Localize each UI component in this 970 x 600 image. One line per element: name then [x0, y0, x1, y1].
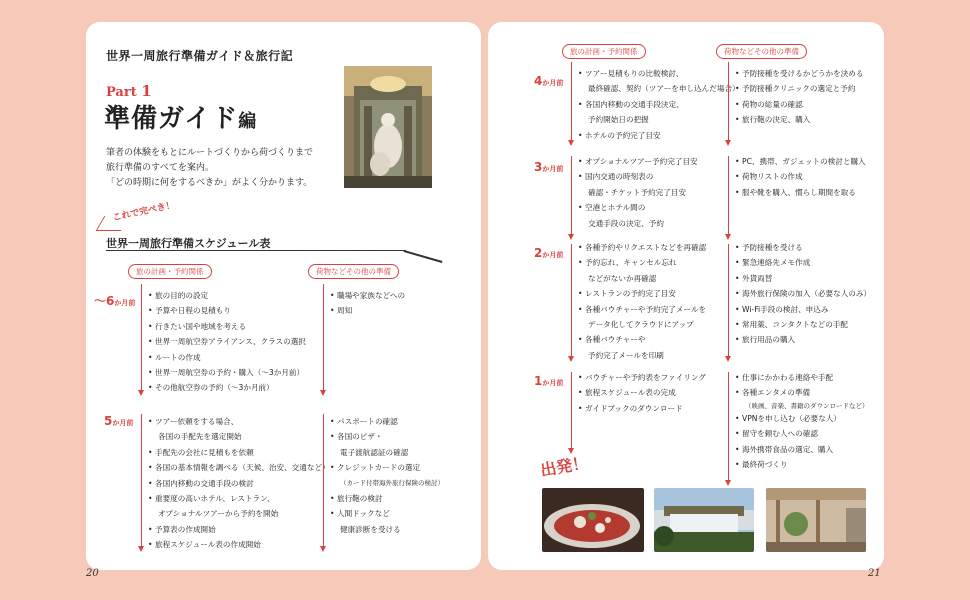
part-label: Part	[106, 85, 137, 100]
list-item: • クレジットカードの選定	[330, 460, 444, 475]
list-item: • Wi-Fi手段の検討、申込み	[735, 302, 871, 317]
period-number: 2	[534, 246, 543, 260]
other-list-1-month	[735, 370, 869, 472]
list-item: • 海外携帯食品の選定、購入	[735, 442, 869, 457]
list-item: • 予算表の作成開始	[148, 522, 330, 537]
list-item: • 外貨両替	[735, 271, 871, 286]
list-item: • 旅程スケジュール表の作成開始	[148, 537, 330, 552]
list-item: • 各国内移動の交通手段決定、	[578, 97, 740, 112]
column-label-other: 荷物などその他の準備	[308, 264, 399, 279]
timeline-line	[141, 414, 142, 548]
list-item: • ホテルの予約完了目安	[578, 128, 740, 143]
period-unit: か月前	[112, 419, 134, 427]
list-item: • 旅行鞄の決定、購入	[735, 112, 864, 127]
list-item: • 緊急連絡先メモ作成	[735, 255, 871, 270]
list-item-continued: 確認・チケット予約完了目安	[588, 187, 687, 197]
timeline-arrow	[568, 234, 574, 240]
list-item: • 国内交通の時刻表の	[578, 169, 698, 184]
list-item: • 予防接種クリニックの選定と予約	[735, 81, 864, 96]
period-unit: か月前	[542, 379, 564, 387]
other-list-6-months	[330, 288, 405, 319]
timeline-arrow	[138, 390, 144, 396]
timeline-arrow	[320, 390, 326, 396]
other-list-4-months	[735, 66, 864, 128]
list-item: • 各種エンタメの準備	[735, 385, 869, 400]
list-item: • 旅程スケジュール表の完成	[578, 385, 706, 400]
waterfall-photo	[654, 488, 754, 552]
timeline-arrow	[320, 546, 326, 552]
list-item: • 常用薬、コンタクトなどの手配	[735, 317, 871, 332]
period-number: 3	[534, 160, 543, 174]
schedule-title: 世界一周旅行準備スケジュール表	[106, 237, 271, 250]
list-item-continued: 健康診断を受ける	[340, 524, 401, 534]
other-list-5-months	[330, 414, 444, 537]
plan-list-6-months	[148, 288, 306, 396]
departure-label: 出発！	[538, 452, 590, 481]
list-item-continued: （映画、音楽、書籍のダウンロードなど）	[745, 401, 869, 410]
other-list-3-months	[735, 154, 866, 200]
plan-list-3-months	[578, 154, 698, 231]
list-item: • レストランの予約完了目安	[578, 286, 706, 301]
page-number-right: 21	[868, 568, 881, 579]
timeline-line	[323, 284, 324, 392]
list-item: • 各種バウチャーや予約完了メールを	[578, 302, 706, 317]
list-item: • 世界一周航空券の予約・購入（～3か月前）	[148, 365, 306, 380]
period-1-month	[534, 374, 563, 388]
list-item: • 荷物の総量の確認	[735, 97, 864, 112]
list-item: • 旅の目的の設定	[148, 288, 306, 303]
plan-list-1-month	[578, 370, 706, 416]
timeline-arrow	[138, 546, 144, 552]
other-list-2-months	[735, 240, 871, 348]
timeline-arrow	[725, 480, 731, 486]
column-label-plan: 旅の計画・予約関係	[562, 44, 646, 59]
timeline-line	[571, 156, 572, 236]
pergola-photo	[766, 488, 866, 552]
list-item: • バウチャーや予約表をファイリング	[578, 370, 706, 385]
list-item: • 各種予約やリクエストなどを再確認	[578, 240, 706, 255]
period-number: 1	[534, 374, 543, 388]
timeline-line	[728, 244, 729, 358]
list-item: • ルートの作成	[148, 350, 306, 365]
list-item: • 予算や日程の見積もり	[148, 303, 306, 318]
list-item: • 荷物リストの作成	[735, 169, 866, 184]
list-item: • 旅行鞄の検討	[330, 491, 444, 506]
list-item-continued: 周知	[337, 306, 353, 316]
period-2-months	[534, 246, 563, 260]
list-item-continued: （カード付帯海外旅行保険の検討）	[340, 478, 444, 487]
list-item: • 海外旅行保険の加入（必要な人のみ）	[735, 286, 871, 301]
period-3-months	[534, 160, 563, 174]
timeline-line	[728, 156, 729, 236]
list-item: • 予防接種を受けるかどうかを決める	[735, 66, 864, 81]
list-item: • 服や靴を購入、慣らし期間を取る	[735, 185, 866, 200]
intro-line: 「どの時期に何をするべきか」がよく分かります。	[106, 178, 313, 188]
museum-statue-photo	[344, 66, 432, 188]
list-item: • 各国の基本情報を調べる（天候、治安、交通など）	[148, 460, 330, 475]
title-suffix: 編	[238, 111, 258, 132]
list-item: • 各種バウチャーや	[578, 332, 706, 347]
intro-line: 旅行準備のすべてを案内。	[106, 163, 214, 173]
main-title: 準備ガイド	[104, 104, 239, 134]
list-item: • PC、携帯、ガジェットの検討と購入	[735, 154, 866, 169]
title-underline	[106, 250, 406, 251]
title-underline-slope	[404, 250, 443, 262]
intro-text	[106, 146, 346, 191]
list-item-continued: 交通手段の決定、予約	[588, 218, 664, 228]
list-item: • 空港とホテル間の	[578, 200, 698, 215]
period-4-months	[534, 74, 563, 88]
period-number: ～6	[94, 294, 115, 308]
list-item: • 仕事にかかわる連絡や手配	[735, 370, 869, 385]
list-item	[330, 303, 405, 318]
period-unit: か月前	[542, 79, 564, 87]
timeline-line	[571, 372, 572, 450]
list-item: • パスポートの確認	[330, 414, 444, 429]
list-item-continued: オプショナルツアーから予約を開始	[158, 509, 279, 519]
timeline-arrow	[568, 140, 574, 146]
list-item: • その他航空券の予約（～3か月前）	[148, 380, 306, 395]
list-item: • 各国のビザ・	[330, 429, 444, 444]
plan-list-5-months	[148, 414, 330, 553]
list-item: • ツアー見積もりの比較検討、	[578, 66, 740, 81]
list-item: • 留守を頼む人への確認	[735, 426, 869, 441]
page-number-left: 20	[86, 568, 99, 579]
list-item: • 人間ドックなど	[330, 506, 444, 521]
book-title: 世界一周旅行準備ガイド＆旅行記	[106, 49, 294, 63]
plan-list-2-months	[578, 240, 706, 363]
period-5-months	[104, 414, 133, 428]
callout-label: これで完ぺき！	[111, 200, 176, 224]
period-unit: か月前	[542, 251, 564, 259]
list-item: • 世界一周航空券アライアンス、クラスの選択	[148, 334, 306, 349]
list-item-continued: 予約完了メールを印刷	[588, 350, 664, 360]
timeline-line	[571, 62, 572, 142]
left-page	[86, 22, 481, 570]
list-item: • 職場や家族などへの	[330, 288, 405, 303]
period-number: 4	[534, 74, 543, 88]
list-item: • 予防接種を受ける	[735, 240, 871, 255]
list-item: • 最終荷づくり	[735, 457, 869, 472]
list-item-continued: 各国の手配先を選定開始	[158, 432, 242, 442]
list-item-continued: 電子渡航認証の確認	[340, 447, 409, 457]
list-item: • 行きたい国や地域を考える	[148, 319, 306, 334]
list-item: • 手配先の会社に見積もを依頼	[148, 445, 330, 460]
period-unit: か月前	[114, 299, 136, 307]
list-item-continued: などがないか再確認	[588, 273, 657, 283]
period-number: 5	[104, 414, 113, 428]
period-unit: か月前	[542, 165, 564, 173]
list-item: • VPNを申し込む（必要な人）	[735, 411, 869, 426]
list-item: • ガイドブックのダウンロード	[578, 401, 706, 416]
list-item: • 各国内移動の交通手段の検討	[148, 476, 330, 491]
list-item: • 旅行用品の購入	[735, 332, 871, 347]
intro-line: 筆者の体験をもとにルートづくりから荷づくりまで	[106, 148, 314, 158]
timeline-arrow	[568, 356, 574, 362]
food-photo	[542, 488, 644, 552]
right-page	[488, 22, 884, 570]
list-item: • ツアー依頼をする場合、	[148, 414, 330, 429]
callout-pointer	[96, 216, 130, 231]
timeline-line	[141, 284, 142, 392]
list-item-continued: データ化してクラウドにアップ	[588, 320, 694, 330]
timeline-arrow	[725, 234, 731, 240]
timeline-line	[728, 62, 729, 142]
plan-list-4-months	[578, 66, 740, 143]
timeline-line	[323, 414, 324, 548]
list-item: • 重要度の高いホテル、レストラン、	[148, 491, 330, 506]
list-item: • 予約忘れ、キャンセル忘れ	[578, 255, 706, 270]
timeline-line	[728, 372, 729, 482]
column-label-other: 荷物などその他の準備	[716, 44, 807, 59]
timeline-arrow	[725, 356, 731, 362]
part-number: 1	[141, 82, 152, 100]
list-item: • オプショナルツアー予約完了目安	[578, 154, 698, 169]
timeline-arrow	[725, 140, 731, 146]
list-item-continued: 予約開始日の把握	[588, 115, 649, 125]
timeline-line	[571, 244, 572, 358]
page-title	[104, 98, 257, 135]
column-label-plan: 旅の計画・予約関係	[128, 264, 212, 279]
period-6-months	[94, 292, 135, 309]
list-item-continued: 最終確認、契約（ツアーを申し込んだ場合）	[588, 84, 740, 94]
